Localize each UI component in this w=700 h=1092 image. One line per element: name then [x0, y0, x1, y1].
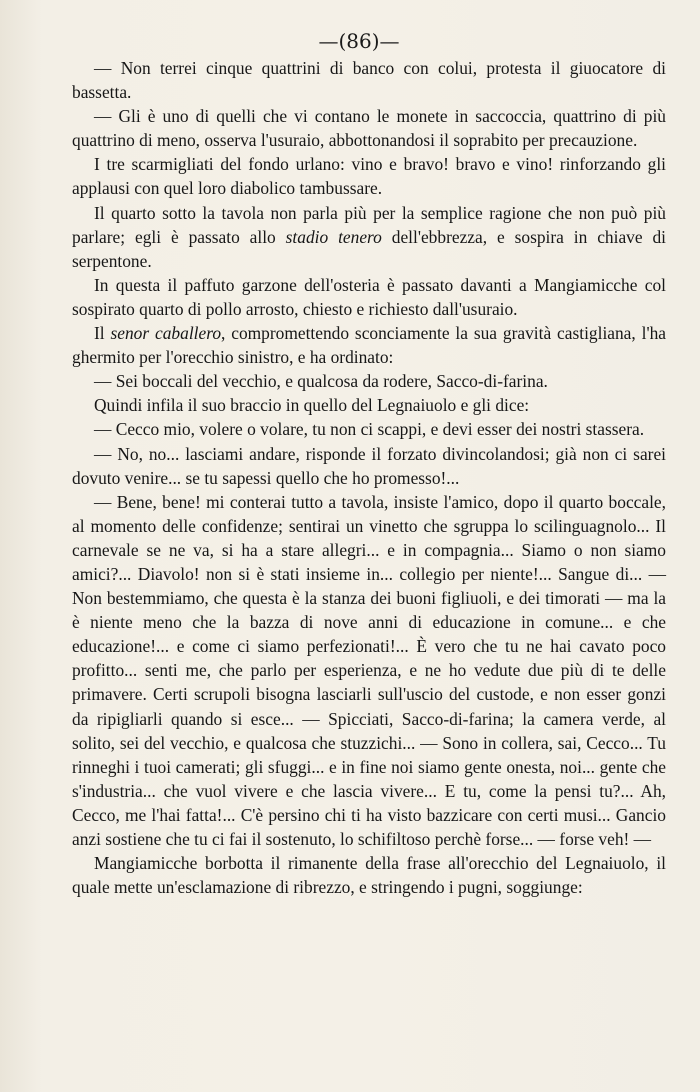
paragraph-12: Mangiamicche borbotta il rimanente della frase all'orecchio del Legnaiuolo, il quale mette un'esclamazione di ribrezzo, e stringendo i pugni, soggiunge: [72, 853, 666, 898]
paragraph-8: Quindi infila il suo braccio in quello del Legnaiuolo e gli dice: [94, 395, 530, 416]
paragraph-4-text-a: Il quarto sotto la tavola non parla più per la semplice ragione che non può più parlare; egli è passato allo [72, 202, 666, 247]
page-number: —(86)— [318, 29, 400, 53]
paragraph-10: — No, no... lasciami andare, risponde il forzato divincolandosi; già non ci sarei dovuto venire... se tu sapessi quello che ho promesso!... [72, 443, 666, 488]
paragraph-2: — Gli è uno di quelli che vi contano le monete in saccoccia, quattrino di più quattrino di meno, osserva l'usuraio, abbottonandosi il soprabito per precauzione. [72, 106, 666, 151]
paragraph-4-text-b: dell'ebbrezza, e sospira in chiave di serpentone. [72, 226, 666, 271]
paragraph-5: In questa il paffuto garzone dell'osteria è passato davanti a Mangiamicche col sospirato quarto di pollo arrosto, chiesto e richiesto dall'usuraio. [72, 274, 666, 319]
paragraph-9: — Cecco mio, volere o volare, tu non ci scappi, e devi esser dei nostri stassera. [94, 419, 645, 440]
paragraph-6 [72, 321, 666, 369]
paragraph-3: I tre scarmigliati del fondo urlano: vino e bravo! bravo e vino! rinforzando gli applausi con quel loro diabolico tambussare. [72, 154, 666, 199]
paragraph-1: — Non terrei cinque quattrini di banco con colui, protesta il giuocatore di bassetta. [72, 58, 666, 103]
paragraph-4-italic: stadio tenero [285, 226, 382, 247]
paragraph-6-text-b: , compromettendo sconciamente la sua gravità castigliana, l'ha ghermito per l'orecchio sinistro, e ha ordinato: [72, 323, 666, 368]
paragraph-7: — Sei boccali del vecchio, e qualcosa da rodere, Sacco-di-farina. [94, 371, 548, 392]
paragraph-11: — Bene, bene! mi conterai tutto a tavola, insiste l'amico, dopo il quarto boccale, al momento delle confidenze; sentirai un vinetto che sgruppa lo scilinguagnolo... Il carnevale se ne va, si ha a stare allegri... e in compagnia... Siamo o non siamo amici?... Diavolo! non si è stati insieme in... collegio per niente!... Sangue di... — Non bestemmiamo, che questa è la stanza dei buoni figliuoli, e dei timorati — ma la è niente meno che la bazza di nove anni di educazione in comune... e che educazione!... e come ci siamo perfezionati!... È vero che tu ne hai cavato poco profitto... senti me, che parlo per esperienza, e ne ho vedute due più di te delle primavere. Certi scrupoli bisogna lasciarli sull'uscio del custode, e non esser gonzi da ripigliarli quando si esce... — Spicciati, Sacco-di-farina; la camera verde, al solito, sei del vecchio, e qualcosa che stuzzichi... — Sono in collera, sai, Cecco... Tu rinneghi i tuoi camerati; gli sfuggi... e in fine noi siamo gente onesta, noi... gente che s'industria... che vuol vivere e che lascia vivere... E tu, come la pensi tu?... Ah, Cecco, me l'hai fatta!... C'è persino chi ti ha visto bazzicare con certi musi... Gancio anzi sostiene che tu ci fai il sostenuto, lo schifiltoso perchè forse... — forse veh! — [72, 491, 666, 849]
paragraph-6-text-a: Il [94, 323, 111, 344]
paragraph-6-italic: senor caballero [110, 323, 222, 344]
paragraph-4 [72, 201, 666, 273]
